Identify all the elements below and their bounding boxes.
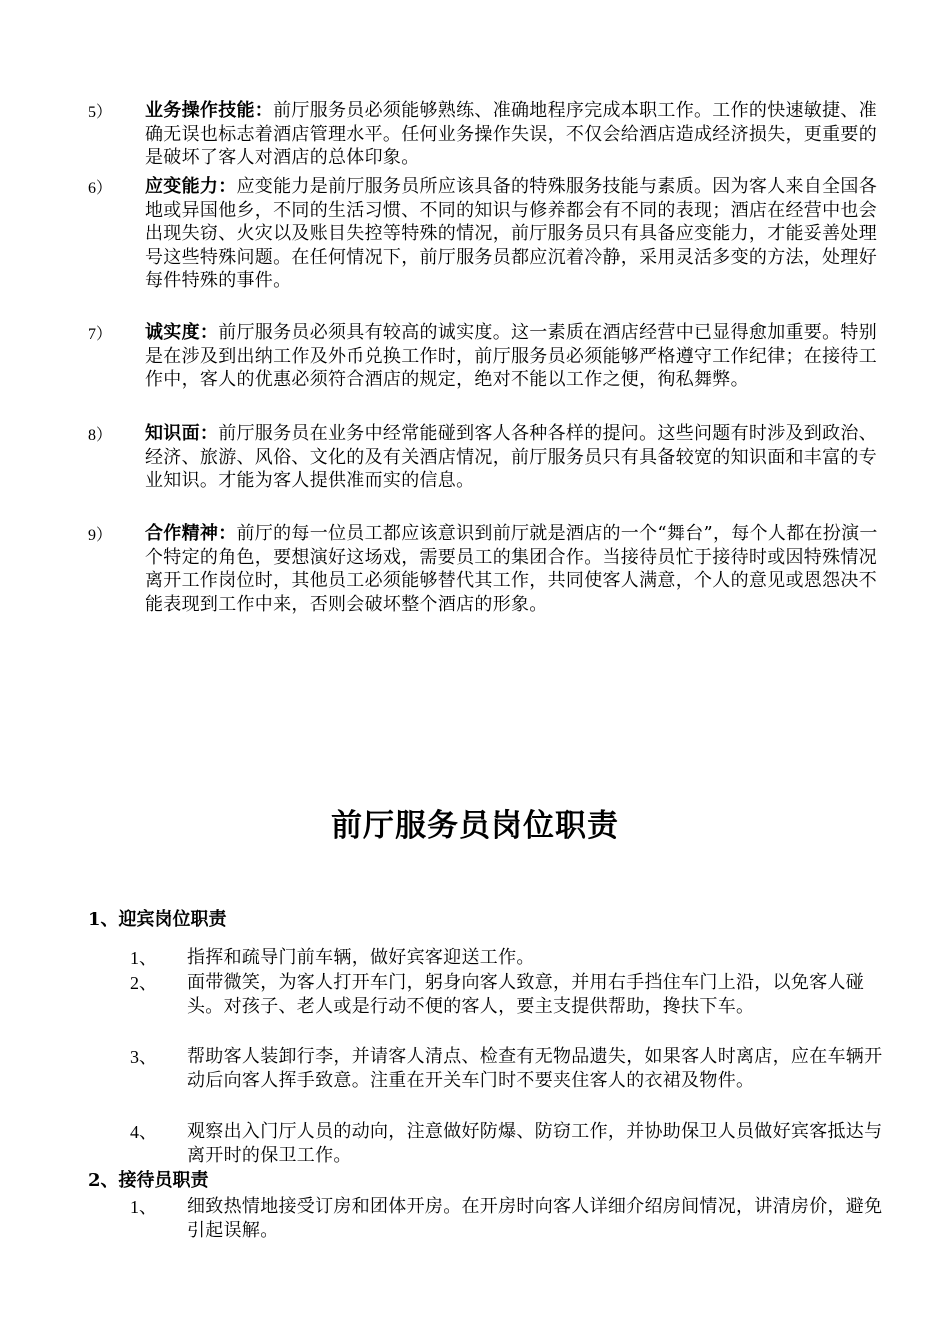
list-item: 观察出入门厅人员的动向，注意做好防爆、防窃工作，并协助保卫人员做好宾客抵达与离开时的保卫工作。 [187, 1121, 883, 1166]
list-item: 面带微笑，为客人打开车门，躬身向客人致意，并用右手挡住车门上沿，以免客人碰头。对孩子、老人或是行动不便的客人，要主支提供帮助，搀扶下车。 [187, 972, 865, 1017]
item-description: 前厅的每一位员工都应该意识到前厅就是酒店的一个“舞台”，每个人都在扮演一个特定的角色，要想演好这场戏，需要员工的集团合作。当接待员忙于接待时或因特殊情况离开工作岗位时，其他员工必须能够替代其工作，共同使客人满意，个人的意见或恩怨决不能表现到工作中来，否则会破坏整个酒店的形象。 [145, 523, 878, 615]
section-heading: 1、迎宾岗位职责 [88, 909, 227, 930]
item-number: 7） [88, 326, 113, 343]
item-description: 前厅服务员必须能够熟练、准确地程序完成本职工作。工作的快速敏捷、准确无误也标志着酒店管理水平。任何业务操作失误，不仅会给酒店造成经济损失，更重要的是破坏了客人对酒店的总体印象。 [145, 100, 878, 168]
item-number: 3、 [130, 1047, 157, 1067]
item-term: 诚实度： [145, 322, 219, 343]
item-term: 知识面： [145, 423, 219, 444]
list-item: 帮助客人装卸行李，并请客人清点、检查有无物品遗失，如果客人时离店，应在车辆开动后向客人挥手致意。注重在开关车门时不要夹住客人的衣裙及物件。 [187, 1046, 883, 1091]
list-item: 细致热情地接受订房和团体开房。在开房时向客人详细介绍房间情况，讲清房价，避免引起误解。 [187, 1196, 883, 1241]
item-number: 5） [88, 104, 113, 121]
item-number: 8） [88, 427, 113, 444]
item-description: 前厅服务员必须具有较高的诚实度。这一素质在酒店经营中已显得愈加重要。特别是在涉及到出纳工作及外币兑换工作时，前厅服务员必须能够严格遵守工作纪律；在接待工作中，客人的优惠必须符合酒店的规定，绝对不能以工作之便，徇私舞弊。 [145, 322, 877, 390]
item-text [145, 321, 887, 392]
item-number: 1、 [130, 1197, 157, 1217]
page-title: 前厅服务员岗位职责 [331, 808, 619, 844]
item-text [145, 99, 887, 170]
item-number: 6） [88, 180, 113, 197]
item-term: 应变能力： [145, 176, 237, 197]
item-text [145, 522, 887, 616]
section-heading: 2、接待员职责 [88, 1170, 209, 1191]
item-number: 4、 [130, 1122, 157, 1142]
item-text [145, 422, 887, 493]
item-number: 1、 [130, 948, 157, 968]
item-term: 业务操作技能： [145, 100, 274, 121]
item-number: 9） [88, 527, 113, 544]
item-number: 2、 [130, 973, 157, 993]
item-description: 应变能力是前厅服务员所应该具备的特殊服务技能与素质。因为客人来自全国各地或异国他乡，不同的生活习惯、不同的知识与修养都会有不同的表现；酒店在经营中也会出现失窃、火灾以及账目失控等特殊的情况，前厅服务员只有具备应变能力，才能妥善处理号这些特殊问题。在任何情况下，前厅服务员都应沉着冷静，采用灵活多变的方法，处理好每件特殊的事件。 [145, 176, 877, 291]
list-item: 指挥和疏导门前车辆，做好宾客迎送工作。 [187, 947, 535, 968]
item-text [145, 175, 887, 293]
item-term: 合作精神： [145, 523, 237, 544]
item-description: 前厅服务员在业务中经常能碰到客人各种各样的提问。这些问题有时涉及到政治、经济、旅游、风俗、文化的及有关酒店情况，前厅服务员只有具备较宽的知识面和丰富的专业知识。才能为客人提供准而实的信息。 [145, 423, 877, 491]
